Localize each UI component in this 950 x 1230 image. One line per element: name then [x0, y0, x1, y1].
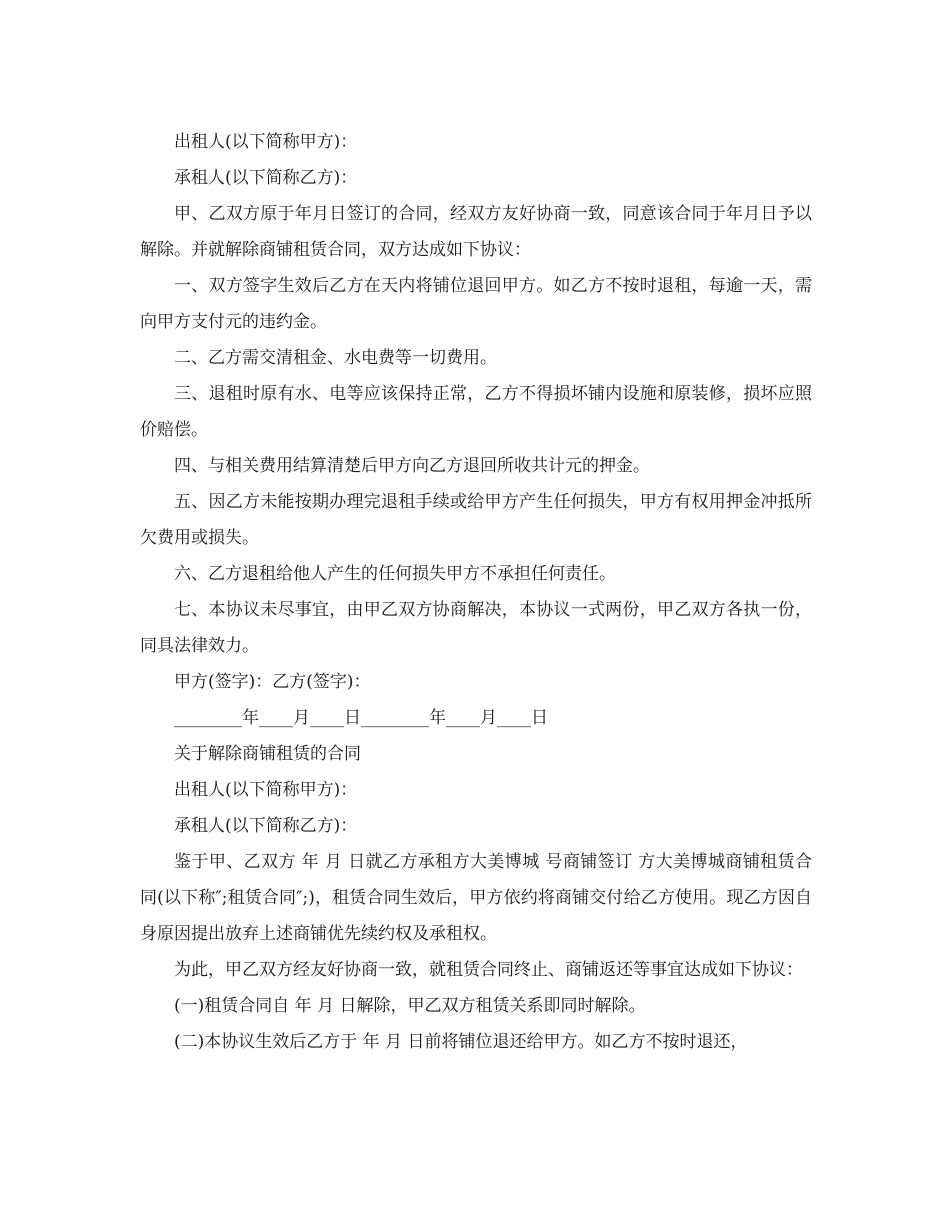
document-page: [140, 124, 812, 1060]
paragraph-item-1: (一)租赁合同自 年 月 日解除，甲乙双方租赁关系即同时解除。: [174, 996, 646, 1016]
paragraph-lessee: 承租人(以下简称乙方)：: [174, 168, 358, 188]
paragraph-lessee-2: 承租人(以下简称乙方)：: [174, 816, 358, 836]
paragraph-lessor: 出租人(以下简称甲方)：: [174, 132, 358, 152]
paragraph-clause-7: 七、本协议未尽事宜，由甲乙双方协商解决，本协议一式两份，甲乙双方各执一份，同具法律效力。: [140, 600, 812, 656]
paragraph-clause-4: 四、与相关费用结算清楚后甲方向乙方退回所收共计元的押金。: [174, 456, 650, 476]
paragraph-therefore: 为此，甲乙双方经友好协商一致，就租赁合同终止、商铺返还等事宜达成如下协议：: [174, 960, 803, 980]
date-line: ________年____月____日________年____月____日: [174, 708, 548, 728]
paragraph-lessor-2: 出租人(以下简称甲方)：: [174, 780, 358, 800]
paragraph-whereas: 鉴于甲、乙双方 年 月 日就乙方承租方大美博城 号商铺签订 方大美博城商铺租赁合同(以下称″;租赁合同″;)，租赁合同生效后，甲方依约将商铺交付给乙方使用。现乙方因自身原因提出放弃上述商铺优先续约权及承租权。: [140, 852, 812, 944]
paragraph-clause-2: 二、乙方需交清租金、水电费等一切费用。: [174, 348, 497, 368]
paragraph-clause-3: 三、退租时原有水、电等应该保持正常，乙方不得损坏铺内设施和原装修，损坏应照价赔偿。: [140, 384, 812, 440]
paragraph-clause-6: 六、乙方退租给他人产生的任何损失甲方不承担任何责任。: [174, 564, 616, 584]
paragraph-clause-5: 五、因乙方未能按期办理完退租手续或给甲方产生任何损失，甲方有权用押金冲抵所欠费用或损失。: [140, 492, 812, 548]
signature-line: 甲方(签字)：乙方(签字)：: [174, 672, 371, 692]
paragraph-clause-1: 一、双方签字生效后乙方在天内将铺位退回甲方。如乙方不按时退租，每逾一天，需向甲方支付元的违约金。: [140, 276, 812, 332]
section-title: 关于解除商铺租赁的合同: [174, 744, 361, 764]
paragraph-preamble: 甲、乙双方原于年月日签订的合同，经双方友好协商一致，同意该合同于年月日予以解除。并就解除商铺租赁合同，双方达成如下协议：: [140, 204, 812, 260]
paragraph-item-2: (二)本协议生效后乙方于 年 月 日前将铺位退还给甲方。如乙方不按时退还，: [174, 1032, 748, 1052]
